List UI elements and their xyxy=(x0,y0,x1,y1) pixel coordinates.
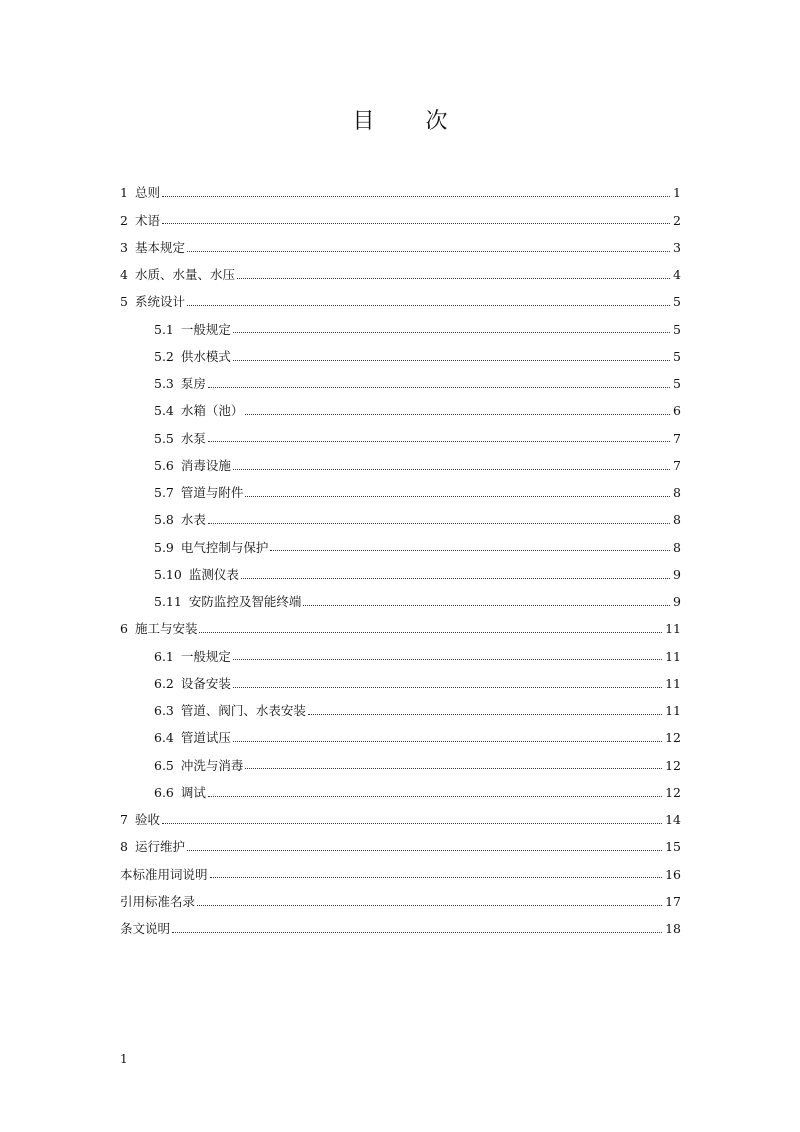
toc-entry-number: 8 xyxy=(120,839,128,855)
toc-entry-label xyxy=(120,187,160,200)
toc-entry-label xyxy=(154,596,301,609)
dot-leader xyxy=(210,877,663,878)
toc-entry-text: 一般规定 xyxy=(180,321,231,337)
toc-entry-text: 总则 xyxy=(134,185,160,201)
page-title: 目 次 xyxy=(352,109,470,134)
dot-leader xyxy=(270,550,670,551)
toc-entry-number: 5.7 xyxy=(154,485,174,501)
dot-leader xyxy=(187,251,670,252)
toc-entry-page: 12 xyxy=(665,784,681,800)
toc-entry[interactable] xyxy=(120,807,681,834)
dot-leader xyxy=(162,823,662,824)
toc-entry-text: 本标准用词说明 xyxy=(120,866,208,882)
toc-entry-number: 5.1 xyxy=(154,321,174,337)
toc-entry[interactable] xyxy=(120,480,681,507)
toc-entry-number: 5.4 xyxy=(154,403,174,419)
toc-entry-text: 水泵 xyxy=(180,430,206,446)
dot-leader xyxy=(245,414,670,415)
toc-entry-text: 调试 xyxy=(180,784,206,800)
toc-entry-number: 5.9 xyxy=(154,539,174,555)
toc-entry[interactable] xyxy=(120,834,681,861)
toc-entry-text: 一般规定 xyxy=(180,648,231,664)
toc-entry-page: 2 xyxy=(673,212,681,228)
toc-entry-number: 6.5 xyxy=(154,757,174,773)
toc-entry-label xyxy=(120,212,160,228)
dot-leader xyxy=(237,278,670,279)
toc-entry-page: 15 xyxy=(665,839,681,855)
toc-entry-number: 1 xyxy=(120,185,128,201)
toc-entry-label xyxy=(120,814,160,827)
toc-entry-label xyxy=(154,732,231,745)
toc-entry-text: 管道、阀门、水表安装 xyxy=(180,703,306,719)
toc-entry-text: 施工与安装 xyxy=(134,621,198,637)
toc-entry-text: 术语 xyxy=(134,212,160,228)
toc-entry-label xyxy=(120,269,235,282)
toc-entry-label xyxy=(154,378,206,391)
toc-entry-number: 5.5 xyxy=(154,430,174,446)
dot-leader xyxy=(233,469,670,470)
dot-leader xyxy=(208,796,662,797)
toc-entry-text: 水箱（池） xyxy=(180,403,244,419)
toc-entry-text: 水表 xyxy=(180,512,206,528)
toc-entry[interactable] xyxy=(120,344,681,371)
dot-leader xyxy=(208,441,670,442)
toc-entry-label xyxy=(154,705,306,718)
toc-entry-label xyxy=(154,348,231,364)
toc-entry-text: 监测仪表 xyxy=(188,566,239,582)
toc-entry[interactable] xyxy=(120,562,681,589)
toc-entry[interactable] xyxy=(120,861,681,888)
toc-entry-page: 5 xyxy=(673,348,681,364)
toc-entry-label xyxy=(154,405,243,418)
toc-entry[interactable] xyxy=(120,235,681,262)
toc-entry-label xyxy=(154,514,206,527)
toc-entry[interactable] xyxy=(120,643,681,670)
toc-entry-page: 7 xyxy=(673,430,681,446)
dot-leader xyxy=(233,741,662,742)
toc-entry[interactable] xyxy=(120,398,681,425)
toc-entry-page: 8 xyxy=(673,539,681,555)
dot-leader xyxy=(197,905,662,906)
toc-entry-text: 安防监控及智能终端 xyxy=(188,594,302,610)
toc-entry-text: 引用标准名录 xyxy=(120,893,196,909)
dot-leader xyxy=(172,932,662,933)
toc-entry-number: 3 xyxy=(120,239,128,255)
toc-entry-label xyxy=(120,623,197,636)
toc-entry-number: 5 xyxy=(120,294,128,310)
toc-entry-label xyxy=(120,866,208,882)
toc-entry-number: 6.6 xyxy=(154,784,174,800)
toc-entry-text: 泵房 xyxy=(180,376,206,392)
dot-leader xyxy=(308,714,662,715)
dot-leader xyxy=(233,360,670,361)
toc-entry-page: 16 xyxy=(665,866,681,882)
toc-entry[interactable] xyxy=(120,453,681,480)
dot-leader xyxy=(187,850,662,851)
toc-entry-page: 18 xyxy=(665,921,681,937)
toc-entry-number: 5.11 xyxy=(154,594,182,610)
dot-leader xyxy=(233,659,662,660)
toc-entry[interactable] xyxy=(120,316,681,343)
toc-entry[interactable] xyxy=(120,262,681,289)
toc-entry-page: 5 xyxy=(673,294,681,310)
toc-entry-number: 2 xyxy=(120,212,128,228)
toc-entry-page: 17 xyxy=(665,893,681,909)
toc-entry-number: 6.3 xyxy=(154,703,174,719)
toc-entry[interactable] xyxy=(120,207,681,234)
toc-entry[interactable] xyxy=(120,289,681,316)
toc-entry-label xyxy=(154,430,206,446)
toc-entry-label xyxy=(120,841,185,854)
dot-leader xyxy=(162,223,670,224)
dot-leader xyxy=(199,632,662,633)
toc-entry[interactable] xyxy=(120,180,681,207)
dot-leader xyxy=(241,578,670,579)
toc-entry[interactable] xyxy=(120,889,681,916)
toc-entry[interactable] xyxy=(120,371,681,398)
toc-entry-number: 4 xyxy=(120,267,128,283)
toc-entry-label xyxy=(154,648,231,664)
toc-entry-page: 8 xyxy=(673,512,681,528)
toc-entry-text: 供水模式 xyxy=(180,348,231,364)
toc-entry-label xyxy=(120,923,170,936)
toc-entry-page: 11 xyxy=(665,703,681,719)
toc-entry[interactable] xyxy=(120,507,681,534)
toc-entry-label xyxy=(154,675,231,691)
toc-entry-label xyxy=(154,321,231,337)
toc-entry-text: 系统设计 xyxy=(134,294,185,310)
toc-entry[interactable] xyxy=(120,616,681,643)
toc-entry-text: 设备安装 xyxy=(180,675,231,691)
toc-entry-number: 5.8 xyxy=(154,512,174,528)
page-number: 1 xyxy=(120,1052,128,1066)
toc-entry-label xyxy=(154,566,239,582)
toc-entry-page: 12 xyxy=(665,757,681,773)
toc-entry[interactable] xyxy=(120,752,681,779)
toc-entry-text: 基本规定 xyxy=(134,239,185,255)
toc-entry-page: 11 xyxy=(665,648,681,664)
toc-entry-page: 9 xyxy=(673,594,681,610)
toc-entry[interactable] xyxy=(120,534,681,561)
toc-entry-label xyxy=(154,539,269,555)
toc-entry-number: 6.2 xyxy=(154,675,174,691)
toc-entry-label xyxy=(154,784,206,800)
toc-entry-number: 6 xyxy=(120,621,128,637)
toc-entry-number: 7 xyxy=(120,812,128,828)
toc-entry-page: 11 xyxy=(665,675,681,691)
toc-entry-label xyxy=(154,757,244,773)
toc-entry-page: 8 xyxy=(673,485,681,501)
toc-entry-text: 管道试压 xyxy=(180,730,231,746)
toc-entry-page: 4 xyxy=(673,267,681,283)
toc-entry-text: 电气控制与保护 xyxy=(180,539,269,555)
toc-entry-number: 5.6 xyxy=(154,457,174,473)
toc-entry-label xyxy=(120,893,196,909)
toc-entry-text: 水质、水量、水压 xyxy=(134,267,235,283)
toc-entry-text: 验收 xyxy=(134,812,160,828)
dot-leader xyxy=(208,387,670,388)
dot-leader xyxy=(208,523,670,524)
toc-entry-number: 6.1 xyxy=(154,648,174,664)
toc-entry[interactable] xyxy=(120,698,681,725)
dot-leader xyxy=(233,332,670,333)
dot-leader xyxy=(162,196,670,197)
toc-entry-text: 条文说明 xyxy=(120,921,171,937)
toc-entry[interactable] xyxy=(120,916,681,943)
toc-entry[interactable] xyxy=(120,425,681,452)
toc-entry[interactable] xyxy=(120,671,681,698)
toc-entry-text: 运行维护 xyxy=(134,839,185,855)
dot-leader xyxy=(187,305,670,306)
dot-leader xyxy=(303,605,670,606)
toc-entry-page: 11 xyxy=(665,621,681,637)
toc-entry-page: 5 xyxy=(673,376,681,392)
toc-entry-number: 5.10 xyxy=(154,566,182,582)
toc-entry-label xyxy=(154,487,243,500)
toc-entry-label xyxy=(154,457,231,473)
toc-entry-page: 7 xyxy=(673,457,681,473)
table-of-contents xyxy=(120,180,681,943)
toc-entry[interactable] xyxy=(120,725,681,752)
toc-entry-page: 3 xyxy=(673,239,681,255)
toc-entry-number: 5.3 xyxy=(154,376,174,392)
toc-entry-page: 9 xyxy=(673,566,681,582)
toc-entry-page: 14 xyxy=(665,812,681,828)
dot-leader xyxy=(245,496,670,497)
toc-entry-number: 5.2 xyxy=(154,348,174,364)
toc-entry-text: 管道与附件 xyxy=(180,485,244,501)
toc-entry-label xyxy=(120,239,185,255)
toc-entry-label xyxy=(120,296,185,309)
toc-entry-page: 12 xyxy=(665,730,681,746)
toc-entry[interactable] xyxy=(120,589,681,616)
dot-leader xyxy=(233,687,662,688)
toc-entry[interactable] xyxy=(120,780,681,807)
toc-entry-page: 6 xyxy=(673,403,681,419)
toc-entry-number: 6.4 xyxy=(154,730,174,746)
toc-entry-page: 5 xyxy=(673,321,681,337)
dot-leader xyxy=(245,768,662,769)
toc-entry-text: 消毒设施 xyxy=(180,457,231,473)
toc-entry-page: 1 xyxy=(673,185,681,201)
toc-entry-text: 冲洗与消毒 xyxy=(180,757,244,773)
